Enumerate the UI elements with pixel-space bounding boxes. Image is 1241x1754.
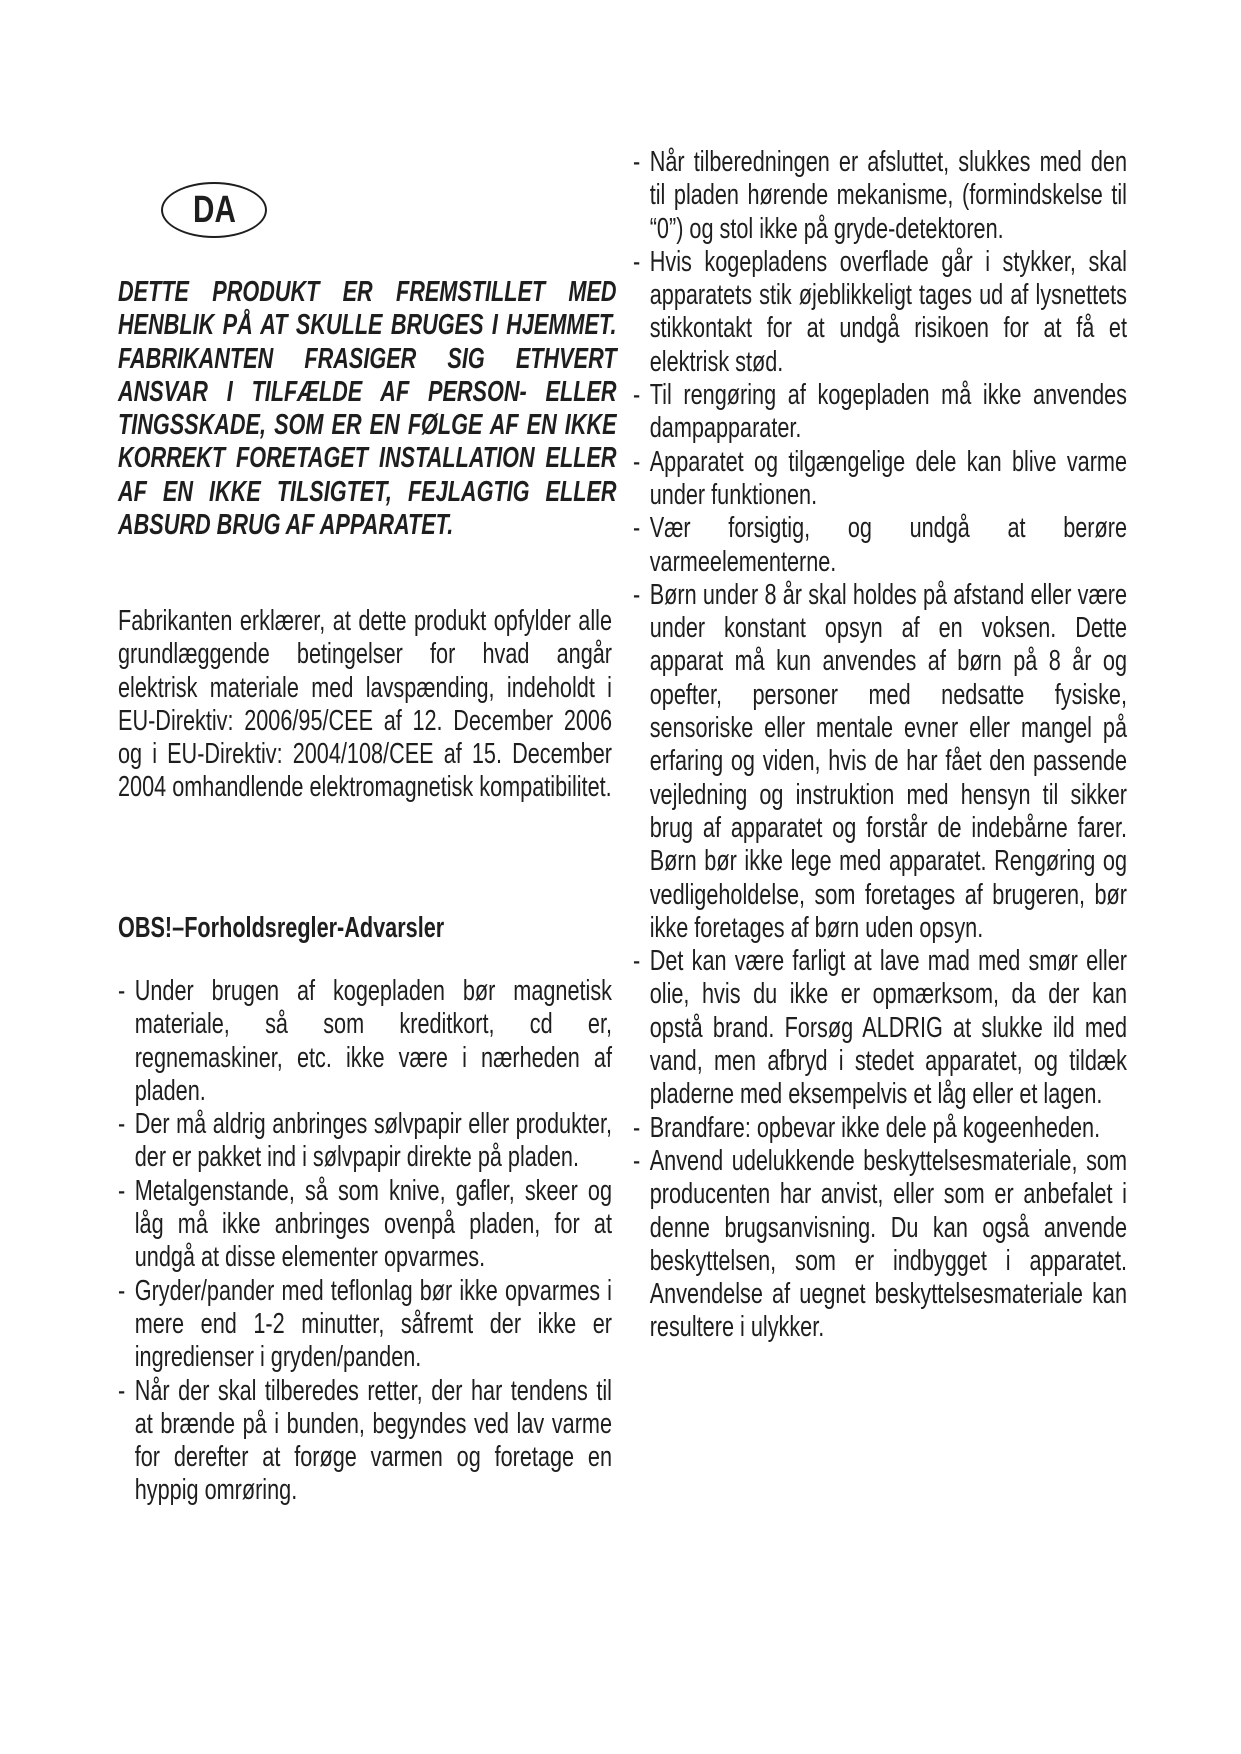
bullet: - bbox=[633, 379, 641, 412]
list-item-text: Under brugen af kogepladen bør magnetisk materiale, så som kreditkort, cd er, regnemaskiner, etc. ikke være i nærheden af pladen. bbox=[134, 975, 612, 1107]
list-item bbox=[118, 1108, 612, 1175]
language-badge-label: DA bbox=[192, 188, 236, 231]
list-item bbox=[633, 246, 1127, 379]
warning-heading: DETTE PRODUKT ER FREMSTILLET MED HENBLIK PÅ AT SKULLE BRUGES I HJEMMET. FABRIKANTEN FRASIGER SIG ETHVERT ANSVAR I TILFÆLDE AF PERSON- ELLER TINGSSKADE, SOM ER EN FØLGE AF EN IKKE KORREKT FORETAGET INSTALLATION ELLER AF EN IKKE TILSIGTET, FEJLAGTIG ELLER ABSURD BRUG AF APPARATET. bbox=[118, 276, 617, 542]
list-item bbox=[118, 1175, 612, 1275]
list-item-text: Børn under 8 år skal holdes på afstand eller være under konstant opsyn af en voksen. Dette apparat må kun anvendes af børn på 8 år og opefter, personer med nedsatte fysiske, sensoriske eller mentale evner eller mangel på erfaring og viden, hvis de har fået den passende vejledning og instruktion med hensyn til sikker brug af apparatet og forstår de indebårne farer. Børn bør ikke lege med apparatet. Rengøring og vedligeholdelse, som foretages af brugeren, bør ikke foretages af børn uden opsyn. bbox=[649, 578, 1127, 944]
list-item-text: Til rengøring af kogepladen må ikke anvendes dampapparater. bbox=[649, 379, 1127, 445]
list-item bbox=[118, 975, 612, 1108]
section-title: OBS!–Forholdsregler-Advarsler bbox=[118, 912, 445, 944]
list-item bbox=[633, 146, 1127, 246]
list-item-text: Vær forsigtig, og undgå at berøre varmeelementerne. bbox=[649, 512, 1127, 578]
left-warning-list bbox=[118, 975, 612, 1508]
list-item bbox=[118, 1375, 612, 1508]
list-item-text: Gryder/pander med teflonlag bør ikke opvarmes i mere end 1-2 minutter, såfremt der ikke er ingredienser i gryden/panden. bbox=[134, 1274, 612, 1374]
list-item-text: Når tilberedningen er afsluttet, slukkes med den til pladen hørende mekanisme, (formindskelse til “0”) og stol ikke på gryde-detektoren. bbox=[649, 146, 1127, 245]
list-item bbox=[633, 512, 1127, 579]
list-item bbox=[633, 379, 1127, 446]
list-item-text: Apparatet og tilgængelige dele kan blive varme under funktionen. bbox=[649, 445, 1127, 511]
bullet: - bbox=[118, 1374, 126, 1407]
right-warning-list bbox=[633, 146, 1127, 1345]
bullet: - bbox=[633, 245, 641, 278]
bullet: - bbox=[118, 1174, 126, 1207]
list-item bbox=[633, 1145, 1127, 1345]
bullet: - bbox=[118, 1274, 126, 1307]
list-item bbox=[118, 1275, 612, 1375]
list-item-text: Der må aldrig anbringes sølvpapir eller produkter, der er pakket ind i sølvpapir direkte på pladen. bbox=[134, 1108, 612, 1174]
list-item bbox=[633, 1112, 1127, 1145]
list-item bbox=[633, 945, 1127, 1111]
list-item bbox=[633, 579, 1127, 945]
list-item-text: Når der skal tilberedes retter, der har tendens til at brænde på i bunden, begyndes ved lav varme for derefter at forøge varmen og foretage en hyppig omrøring. bbox=[134, 1374, 612, 1507]
list-item-text: Anvend udelukkende beskyttelsesmateriale, som producenten har anvist, eller som er anbefalet i denne brugsanvisning. Du kan også anvende beskyttelsen, som er indbygget i apparatet. Anvendelse af uegnet beskyttelsesmateriale kan resultere i ulykker. bbox=[649, 1144, 1127, 1344]
bullet: - bbox=[633, 1111, 641, 1144]
bullet: - bbox=[633, 578, 641, 611]
bullet: - bbox=[633, 945, 641, 978]
declaration-paragraph: Fabrikanten erklærer, at dette produkt opfylder alle grundlæggende betingelser for hvad angår elektrisk materiale med lavspænding, indeholdt i EU-Direktiv: 2006/95/CEE af 12. December 2006 og i EU-Direktiv: 2004/108/CEE af 15. December 2004 omhandlende elektromagnetisk kompatibilitet. bbox=[118, 605, 612, 804]
list-item-text: Det kan være farligt at lave mad med smør eller olie, hvis du ikke er opmærksom, da der kan opstå brand. Forsøg ALDRIG at slukke ild med vand, men afbryd i stedet apparatet, og tildæk pladerne med eksempelvis et låg eller et lagen. bbox=[649, 945, 1127, 1111]
bullet: - bbox=[633, 512, 641, 545]
bullet: - bbox=[633, 146, 641, 178]
bullet: - bbox=[633, 1144, 641, 1177]
list-item-text: Hvis kogepladens overflade går i stykker, skal apparatets stik øjeblikkeligt tages ud af lysnettets stikkontakt for at undgå risikoen for at få et elektrisk stød. bbox=[649, 245, 1127, 378]
list-item-text: Brandfare: opbevar ikke dele på kogeenheden. bbox=[649, 1111, 1101, 1144]
bullet: - bbox=[118, 975, 126, 1007]
bullet: - bbox=[118, 1108, 126, 1141]
bullet: - bbox=[633, 445, 641, 478]
language-badge bbox=[161, 182, 267, 238]
list-item-text: Metalgenstande, så som knive, gafler, skeer og låg må ikke anbringes ovenpå pladen, for at undgå at disse elementer opvarmes. bbox=[134, 1174, 612, 1274]
list-item bbox=[633, 446, 1127, 513]
